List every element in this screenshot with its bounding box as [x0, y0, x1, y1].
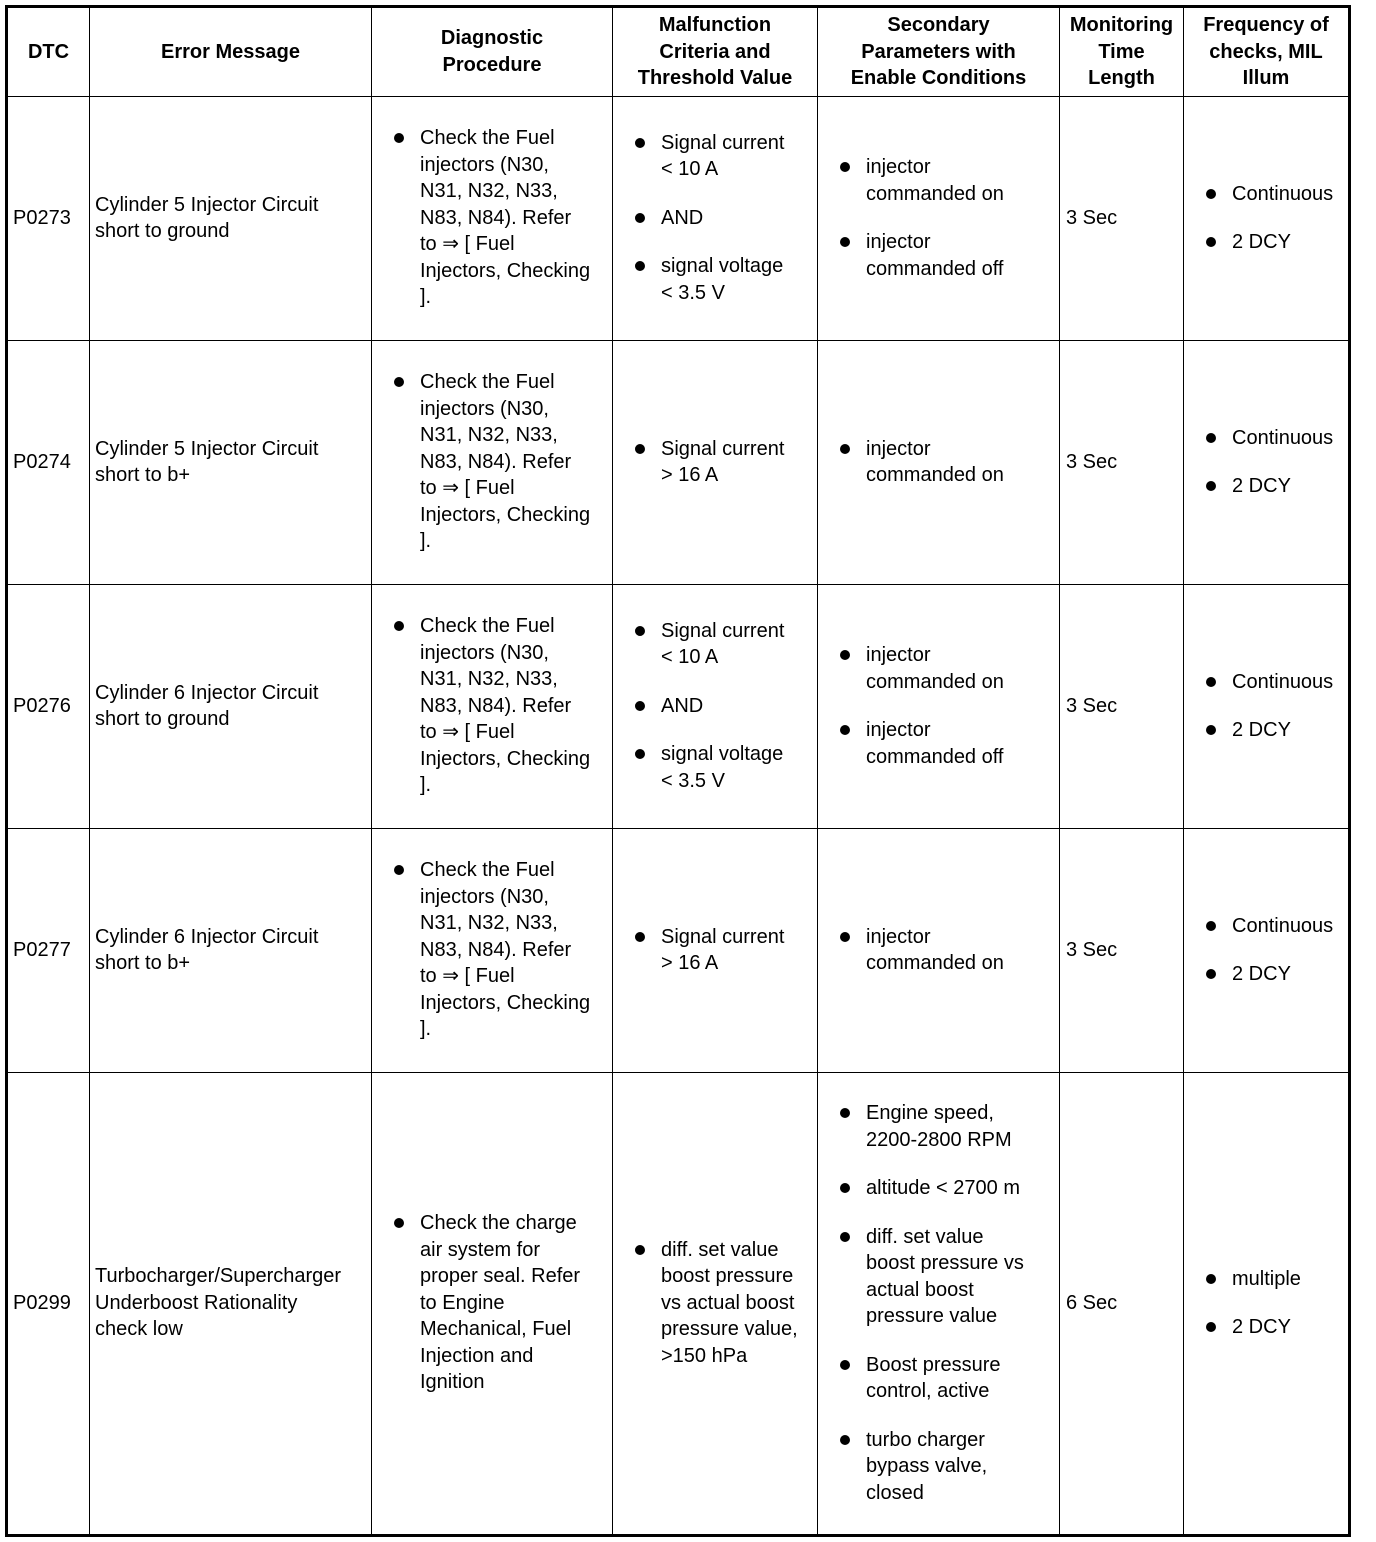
- dtc-code: P0274: [7, 340, 90, 584]
- criteria-item: Signal current > 16 A: [613, 436, 817, 489]
- frequency-item: 2 DCY: [1184, 229, 1348, 256]
- frequency: [1184, 340, 1350, 584]
- criteria-item: Signal current > 16 A: [613, 924, 817, 977]
- header-frequency: Frequency of checks, MIL Illum: [1184, 7, 1350, 97]
- table-row: [7, 828, 1350, 1072]
- frequency-item: Continuous: [1184, 913, 1348, 940]
- criteria-item: Signal current < 10 A: [613, 618, 817, 671]
- header-error-message: Error Message: [90, 7, 372, 97]
- secondary-item: injector commanded on: [818, 924, 1059, 977]
- header-diagnostic-procedure: Diagnostic Procedure: [372, 7, 613, 97]
- secondary-item: injector commanded on: [818, 642, 1059, 695]
- table-row: [7, 584, 1350, 828]
- error-message: Cylinder 5 Injector Circuit short to ground: [90, 96, 372, 340]
- secondary-parameters: [818, 584, 1060, 828]
- criteria-item: Signal current < 10 A: [613, 130, 817, 183]
- dtc-table: [5, 5, 1351, 1537]
- table-row: [7, 96, 1350, 340]
- secondary-item: injector commanded on: [818, 154, 1059, 207]
- secondary-item: injector commanded off: [818, 229, 1059, 282]
- frequency: [1184, 1072, 1350, 1535]
- secondary-parameters: [818, 1072, 1060, 1535]
- frequency-item: multiple: [1184, 1266, 1348, 1293]
- diagnostic-procedure: [372, 96, 613, 340]
- diagnostic-procedure: [372, 584, 613, 828]
- error-message: Turbocharger/Supercharger Underboost Rationality check low: [90, 1072, 372, 1535]
- malfunction-criteria: [613, 584, 818, 828]
- table-row: [7, 340, 1350, 584]
- criteria-item: AND: [613, 693, 817, 720]
- monitoring-time: 3 Sec: [1060, 828, 1184, 1072]
- secondary-item: altitude < 2700 m: [818, 1175, 1059, 1202]
- criteria-item: diff. set value boost pressure vs actual boost pressure value, >150 hPa: [613, 1237, 817, 1370]
- table-body: [7, 96, 1350, 1535]
- secondary-parameters: [818, 340, 1060, 584]
- criteria-item: signal voltage < 3.5 V: [613, 253, 817, 306]
- malfunction-criteria: [613, 96, 818, 340]
- error-message: Cylinder 6 Injector Circuit short to b+: [90, 828, 372, 1072]
- header-secondary-parameters: Secondary Parameters with Enable Conditions: [818, 7, 1060, 97]
- secondary-item: Boost pressure control, active: [818, 1352, 1059, 1405]
- secondary-item: injector commanded on: [818, 436, 1059, 489]
- secondary-parameters: [818, 96, 1060, 340]
- secondary-item: Engine speed, 2200-2800 RPM: [818, 1100, 1059, 1153]
- frequency-item: Continuous: [1184, 425, 1348, 452]
- frequency-item: 2 DCY: [1184, 961, 1348, 988]
- monitoring-time: 3 Sec: [1060, 340, 1184, 584]
- procedure-item: Check the Fuel injectors (N30, N31, N32, N33, N83, N84). Refer to ⇒ [ Fuel Injectors, Checking ].: [372, 857, 612, 1043]
- secondary-item: injector commanded off: [818, 717, 1059, 770]
- header-malfunction-criteria: Malfunction Criteria and Threshold Value: [613, 7, 818, 97]
- malfunction-criteria: [613, 340, 818, 584]
- dtc-code: P0299: [7, 1072, 90, 1535]
- procedure-item: Check the Fuel injectors (N30, N31, N32, N33, N83, N84). Refer to ⇒ [ Fuel Injectors, Checking ].: [372, 125, 612, 311]
- frequency-item: 2 DCY: [1184, 473, 1348, 500]
- frequency: [1184, 828, 1350, 1072]
- header-row: [7, 7, 1350, 97]
- monitoring-time: 3 Sec: [1060, 96, 1184, 340]
- malfunction-criteria: [613, 1072, 818, 1535]
- table-row: [7, 1072, 1350, 1535]
- criteria-item: signal voltage < 3.5 V: [613, 741, 817, 794]
- diagnostic-procedure: [372, 340, 613, 584]
- monitoring-time: 3 Sec: [1060, 584, 1184, 828]
- error-message: Cylinder 6 Injector Circuit short to ground: [90, 584, 372, 828]
- criteria-item: AND: [613, 205, 817, 232]
- monitoring-time: 6 Sec: [1060, 1072, 1184, 1535]
- frequency-item: Continuous: [1184, 181, 1348, 208]
- frequency: [1184, 584, 1350, 828]
- secondary-item: turbo charger bypass valve, closed: [818, 1427, 1059, 1507]
- dtc-code: P0276: [7, 584, 90, 828]
- header-monitoring-time: Monitoring Time Length: [1060, 7, 1184, 97]
- frequency-item: 2 DCY: [1184, 717, 1348, 744]
- header-dtc: DTC: [7, 7, 90, 97]
- secondary-parameters: [818, 828, 1060, 1072]
- procedure-item: Check the Fuel injectors (N30, N31, N32, N33, N83, N84). Refer to ⇒ [ Fuel Injectors, Checking ].: [372, 613, 612, 799]
- secondary-item: diff. set value boost pressure vs actual boost pressure value: [818, 1224, 1059, 1330]
- dtc-code: P0273: [7, 96, 90, 340]
- dtc-code: P0277: [7, 828, 90, 1072]
- procedure-item: Check the charge air system for proper seal. Refer to Engine Mechanical, Fuel Injection and Ignition: [372, 1210, 612, 1396]
- malfunction-criteria: [613, 828, 818, 1072]
- procedure-item: Check the Fuel injectors (N30, N31, N32, N33, N83, N84). Refer to ⇒ [ Fuel Injectors, Checking ].: [372, 369, 612, 555]
- frequency-item: Continuous: [1184, 669, 1348, 696]
- error-message: Cylinder 5 Injector Circuit short to b+: [90, 340, 372, 584]
- diagnostic-procedure: [372, 1072, 613, 1535]
- diagnostic-procedure: [372, 828, 613, 1072]
- frequency-item: 2 DCY: [1184, 1314, 1348, 1341]
- frequency: [1184, 96, 1350, 340]
